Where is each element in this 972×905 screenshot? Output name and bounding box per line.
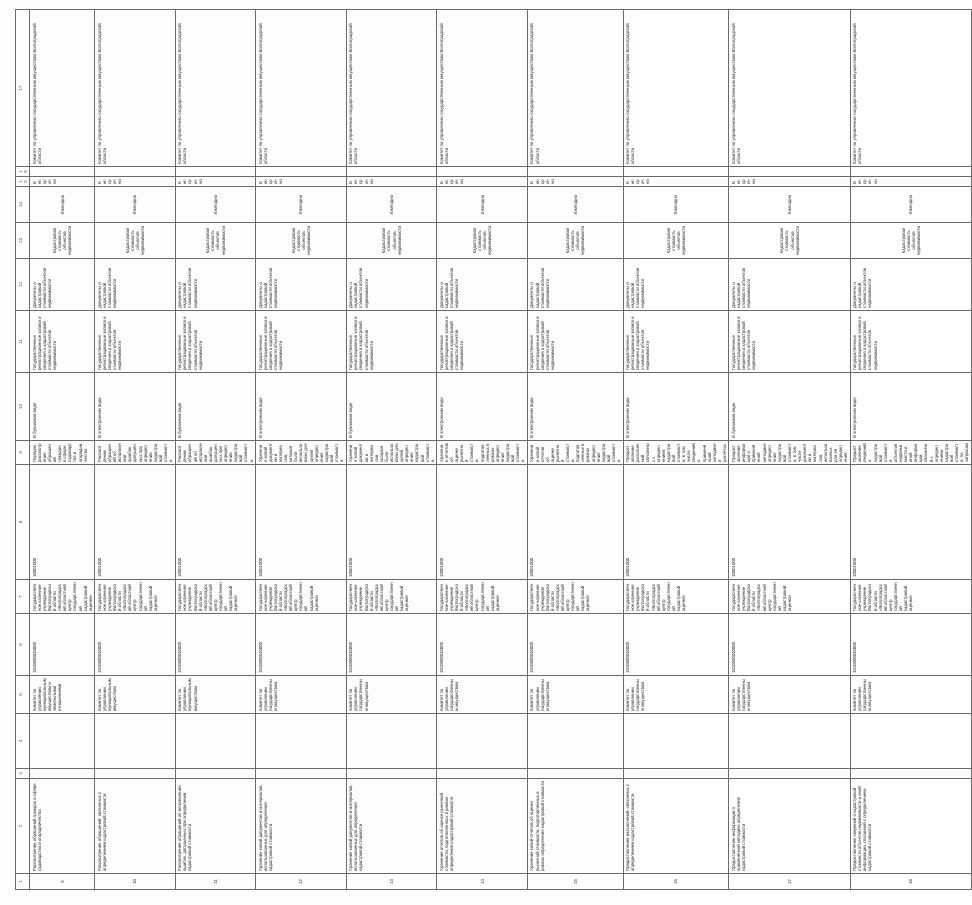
cell-empty: [437, 769, 528, 779]
cell-institution-code: Государственное казенное учреждение Волгоградской области «Волгоградский областной центр государственной кадастровой оценки»: [175, 580, 255, 614]
cell-responsible-body: Комитет по управлению государственным имуществом Волгоградской области: [30, 10, 95, 167]
column-header: 1: [16, 874, 30, 890]
cell-row-number: 9: [30, 874, 95, 890]
cell-service-name: Рассмотрение обращений граждан в сфере садоводства и огородничества: [30, 779, 95, 874]
cell-empty: [623, 769, 729, 779]
cell-empty: [175, 167, 255, 177]
cell-empty: [30, 167, 95, 177]
cell-row-number: 12: [256, 874, 347, 890]
cell-service-description: 18001000: [256, 465, 347, 580]
cell-legal-basis: В бумажном виде: [346, 373, 437, 441]
cell-service-name: Предоставление разъяснений, связанных с определением кадастровой стоимости: [623, 779, 729, 874]
cell-institution: 1810800040000: [30, 614, 95, 676]
cell-empty: Бессрочно: [527, 177, 623, 187]
cell-term: Ежегодно: [256, 187, 347, 223]
cell-documents: Государственные регистрационные записи и сведения о кадастровой стоимости объектов недвижимости: [175, 311, 255, 373]
cell-responsible-body: Комитет по управлению государственным имуществом Волгоградской области: [256, 10, 347, 167]
column-header: 4: [16, 714, 30, 769]
cell-empty: [95, 167, 175, 177]
cell-empty: [850, 769, 971, 779]
cell-result: Документы о кадастровой стоимости объектов недвижимости: [729, 259, 850, 311]
cell-documents: Государственные регистрационные записи и сведения о кадастровой стоимости объектов недвижимости: [437, 311, 528, 373]
column-header: 11: [16, 311, 30, 373]
cell-frequency: Кадастровая стоимость объектов недвижимости: [850, 223, 971, 259]
cell-department-code: Комитет по управлению муниципальным имуществом и земельными отношениями: [30, 676, 95, 714]
cell-responsible-body: Комитет по управлению государственным имуществом Волгоградской области: [437, 10, 528, 167]
cell-responsible-body: Комитет по управлению государственным имуществом Волгоградской области: [175, 10, 255, 167]
column-header: 5: [16, 676, 30, 714]
cell-result: Документы о кадастровой стоимости объектов недвижимости: [850, 259, 971, 311]
cell-legal-basis: В электронном виде: [95, 373, 175, 441]
column-header: 2: [16, 779, 30, 874]
cell-service-name: Предоставление информации о применённой методике определения кадастровой стоимости: [729, 779, 850, 874]
cell-result: Документы о кадастровой стоимости объектов недвижимости: [95, 259, 175, 311]
table-row: [729, 10, 850, 890]
cell-row-number: 18: [850, 874, 971, 890]
cell-institution-code: Государственное казенное учреждение Волгоградской области «Волгоградский областной центр государственной кадастровой оценки»: [30, 580, 95, 614]
cell-service-name: Хранение копий отчетов об оценке рыночной стоимости, подготовленных в рамках определения кадастровой стоимости: [527, 779, 623, 874]
cell-department-code: Комитет по управлению государственным имуществом: [623, 676, 729, 714]
table-row: [437, 10, 528, 890]
cell-responsible-body: Комитет по управлению государственным имуществом Волгоградской области: [850, 10, 971, 167]
cell-empty: [527, 167, 623, 177]
cell-legal-basis: В бумажном виде: [30, 373, 95, 441]
cell-responsible-body: Комитет по управлению государственным имуществом Волгоградской области: [729, 10, 850, 167]
cell-frequency: Кадастровая стоимость объектов недвижимости: [175, 223, 255, 259]
cell-legal-basis: В электронном виде: [527, 373, 623, 441]
cell-empty: Бессрочно: [175, 177, 255, 187]
cell-service-name: Хранение отчетов об оценке рыночной стоимости, подготовленных в рамках определения кадастровой стоимости: [437, 779, 528, 874]
table-row: [623, 10, 729, 890]
cell-empty: [437, 167, 528, 177]
cell-institution: 1810800040000: [623, 614, 729, 676]
cell-service-description: 18001000: [346, 465, 437, 580]
cell-empty: Бессрочно: [623, 177, 729, 187]
cell-institution-code: Государственное казенное учреждение Волгоградской области «Волгоградский областной центр государственной кадастровой оценки»: [729, 580, 850, 614]
cell-service-name: Рассмотрение обращений, связанных с определением кадастровой стоимости: [95, 779, 175, 874]
cell-form: Предоставление сведений о кадастровой стоимости объектов недвижимости и иной информации, связанной с определением кадастровой стоимости, по запросам: [850, 441, 971, 465]
cell-empty: [256, 769, 347, 779]
cell-term: Ежегодно: [729, 187, 850, 223]
column-header: 12: [16, 259, 30, 311]
cell-responsible-body: Комитет по управлению государственным имуществом Волгоградской области: [95, 10, 175, 167]
column-header: 16: [16, 167, 30, 177]
cell-documents: Государственные регистрационные записи и сведения о кадастровой стоимости объектов недвижимости: [623, 311, 729, 373]
cell-department: [95, 714, 175, 769]
cell-department-code: Комитет по управлению государственным имуществом: [527, 676, 623, 714]
cell-form: Рассмотрение обращений об исправлении ошибок, допущенных при определении кадастровой стоимости: [95, 441, 175, 465]
cell-frequency: Кадастровая стоимость объектов недвижимости: [95, 223, 175, 259]
cell-institution: 1810800040000: [527, 614, 623, 676]
cell-documents: Государственные регистрационные записи и сведения о кадастровой стоимости объектов недвижимости: [850, 311, 971, 373]
cell-service-description: 18001000: [623, 465, 729, 580]
table-row: [527, 10, 623, 890]
cell-form: Предоставление разъяснений, связанных с определением кадастровой стоимости, в том числе сведений о применённой методике и расчётах: [623, 441, 729, 465]
cell-frequency: Кадастровая стоимость объектов недвижимости: [623, 223, 729, 259]
cell-documents: Государственные регистрационные записи и сведения о кадастровой стоимости объектов недвижимости: [95, 311, 175, 373]
cell-institution-code: Государственное казенное учреждение Волгоградской области «Волгоградский областной центр государственной кадастровой оценки»: [850, 580, 971, 614]
cell-row-number: 10: [95, 874, 175, 890]
cell-department: [623, 714, 729, 769]
cell-service-description: 18001000: [729, 465, 850, 580]
cell-legal-basis: В бумажном виде: [175, 373, 255, 441]
cell-service-name: Хранение копий документов и материалов, использованных для определения кадастровой стоимости: [346, 779, 437, 874]
cell-service-description: 18001000: [95, 465, 175, 580]
cell-empty: Бессрочно: [30, 177, 95, 187]
cell-term: Ежегодно: [346, 187, 437, 223]
cell-result: Документы о кадастровой стоимости объектов недвижимости: [175, 259, 255, 311]
cell-result: Документы о кадастровой стоимости объектов недвижимости: [256, 259, 347, 311]
cell-row-number: 15: [527, 874, 623, 890]
cell-result: Документы о кадастровой стоимости объектов недвижимости: [623, 259, 729, 311]
cell-empty: [346, 769, 437, 779]
column-header: 7: [16, 580, 30, 614]
cell-term: Ежегодно: [30, 187, 95, 223]
rotated-table-container: [15, 10, 970, 890]
cell-form: Хранение копий документов и материалов, которые были использованы для целей определения кадастровой стоимости: [256, 441, 347, 465]
column-number-row: [16, 10, 30, 890]
cell-department-code: Комитет по управлению государственным имуществом: [850, 676, 971, 714]
cell-service-name: Хранение копий документов и материалов, использованных для определения кадастровой стоимости: [256, 779, 347, 874]
cell-service-description: 18001000: [175, 465, 255, 580]
cell-legal-basis: В электронном виде: [850, 373, 971, 441]
table-row: [30, 10, 95, 890]
table-row: [850, 10, 971, 890]
cell-institution-code: Государственное казенное учреждение Волгоградской области «Волгоградский областной центр государственной кадастровой оценки»: [623, 580, 729, 614]
cell-result: Документы о кадастровой стоимости объектов недвижимости: [437, 259, 528, 311]
cell-service-description: 18001000: [437, 465, 528, 580]
cell-empty: [256, 167, 347, 177]
cell-term: Ежегодно: [95, 187, 175, 223]
cell-department: [527, 714, 623, 769]
column-header: 10: [16, 373, 30, 441]
cell-department: [729, 714, 850, 769]
cell-form: Хранение отчетов об оценке рыночной стоимости, подготовленных в рамках определения кадастровой стоимости: [437, 441, 528, 465]
cell-service-name: Предоставление сведений о кадастровой стоимости объектов недвижимости и иной информации, связанной с определением кадастровой стоимости: [850, 779, 971, 874]
cell-responsible-body: Комитет по управлению государственным имуществом Волгоградской области: [527, 10, 623, 167]
cell-institution: 1810800040000: [346, 614, 437, 676]
cell-service-description: 18001000: [30, 465, 95, 580]
cell-empty: [623, 167, 729, 177]
cell-empty: [175, 769, 255, 779]
cell-empty: Бессрочно: [850, 177, 971, 187]
cell-row-number: 16: [623, 874, 729, 890]
cell-department-code: Комитет по управлению государственным имуществом: [256, 676, 347, 714]
table-row: [346, 10, 437, 890]
cell-empty: [346, 167, 437, 177]
cell-institution-code: Государственное казенное учреждение Волгоградской области «Волгоградский областной центр государственной кадастровой оценки»: [437, 580, 528, 614]
column-header: 6: [16, 614, 30, 676]
cell-form: Порядок рассмотрения обращений граждан в сфере садоводства и огородничества: [30, 441, 95, 465]
cell-documents: Государственные регистрационные записи и сведения о кадастровой стоимости объектов недвижимости: [527, 311, 623, 373]
cell-institution: 1810800040000: [437, 614, 528, 676]
cell-institution: 1810800040000: [850, 614, 971, 676]
cell-department: [175, 714, 255, 769]
cell-frequency: Кадастровая стоимость объектов недвижимости: [30, 223, 95, 259]
registry-table: [15, 9, 972, 890]
cell-empty: Бессрочно: [256, 177, 347, 187]
cell-responsible-body: Комитет по управлению государственным имуществом Волгоградской области: [623, 10, 729, 167]
cell-institution-code: Государственное казенное учреждение Волгоградской области «Волгоградский областной центр государственной кадастровой оценки»: [256, 580, 347, 614]
cell-frequency: Кадастровая стоимость объектов недвижимости: [437, 223, 528, 259]
cell-term: Ежегодно: [527, 187, 623, 223]
cell-row-number: 13: [346, 874, 437, 890]
cell-service-description: 18001000: [527, 465, 623, 580]
cell-responsible-body: Комитет по управлению государственным имуществом Волгоградской области: [346, 10, 437, 167]
cell-form: Хранение копий отчетов об оценке рыночной стоимости, подготовленных в рамках определения кадастровой стоимости: [527, 441, 623, 465]
column-header: 3: [16, 769, 30, 779]
cell-empty: Бессрочно: [437, 177, 528, 187]
column-header: 15: [16, 177, 30, 187]
cell-form: Предоставление информации о применённой методике определения кадастровой стоимости, в том числе документов и материалов, использованных для её определения: [729, 441, 850, 465]
cell-department: [346, 714, 437, 769]
cell-department: [30, 714, 95, 769]
cell-row-number: 17: [729, 874, 850, 890]
cell-form: Рассмотрение обращений об исправлении ошибок, допущенных при определении кадастровой стоимости: [175, 441, 255, 465]
cell-institution: 1810800040000: [729, 614, 850, 676]
cell-empty: Бессрочно: [95, 177, 175, 187]
column-header: 9: [16, 441, 30, 465]
cell-documents: Государственные регистрационные записи и сведения о кадастровой стоимости объектов недвижимости: [729, 311, 850, 373]
cell-department: [850, 714, 971, 769]
cell-department: [256, 714, 347, 769]
cell-frequency: Кадастровая стоимость объектов недвижимости: [256, 223, 347, 259]
cell-frequency: Кадастровая стоимость объектов недвижимости: [527, 223, 623, 259]
cell-result: Документы о кадастровой стоимости объектов недвижимости: [527, 259, 623, 311]
cell-term: Ежегодно: [623, 187, 729, 223]
cell-service-name: Рассмотрение обращений об исправлении ошибок, допущенных при определении кадастровой стоимости: [175, 779, 255, 874]
cell-row-number: 14: [437, 874, 528, 890]
cell-department-code: Комитет по управлению государственным имуществом: [346, 676, 437, 714]
cell-empty: [850, 167, 971, 177]
cell-documents: Государственные регистрационные записи и сведения о кадастровой стоимости объектов недвижимости: [256, 311, 347, 373]
cell-institution-code: Государственное казенное учреждение Волгоградской области «Волгоградский областной центр государственной кадастровой оценки»: [346, 580, 437, 614]
cell-empty: [527, 769, 623, 779]
cell-department-code: Комитет по управлению муниципальным имуществом: [95, 676, 175, 714]
cell-empty: [30, 769, 95, 779]
cell-legal-basis: В электронном виде: [623, 373, 729, 441]
cell-result: Документы о кадастровой стоимости объектов недвижимости: [30, 259, 95, 311]
cell-institution-code: Государственное казенное учреждение Волгоградской области «Волгоградский областной центр государственной кадастровой оценки»: [527, 580, 623, 614]
cell-institution: 1810800040000: [175, 614, 255, 676]
column-header: 14: [16, 187, 30, 223]
cell-documents: Государственные регистрационные записи и сведения о кадастровой стоимости объектов недвижимости: [346, 311, 437, 373]
cell-institution: 1810800040000: [256, 614, 347, 676]
cell-term: Ежегодно: [850, 187, 971, 223]
cell-legal-basis: В бумажном виде: [729, 373, 850, 441]
cell-service-description: 18001000: [850, 465, 971, 580]
table-body: [30, 10, 972, 890]
cell-documents: Государственные регистрационные записи и сведения о кадастровой стоимости объектов недвижимости: [30, 311, 95, 373]
cell-department-code: Комитет по управлению муниципальным имуществом: [175, 676, 255, 714]
cell-frequency: Кадастровая стоимость объектов недвижимости: [346, 223, 437, 259]
cell-frequency: Кадастровая стоимость объектов недвижимости: [729, 223, 850, 259]
table-row: [256, 10, 347, 890]
cell-department: [437, 714, 528, 769]
cell-term: Ежегодно: [175, 187, 255, 223]
column-header: 13: [16, 223, 30, 259]
cell-empty: [729, 167, 850, 177]
cell-legal-basis: В электронном виде: [437, 373, 528, 441]
cell-form: Хранение копий документов и материалов, которые были использованы для целей определения кадастровой стоимости: [346, 441, 437, 465]
cell-empty: [729, 769, 850, 779]
cell-term: Ежегодно: [437, 187, 528, 223]
column-header: 8: [16, 465, 30, 580]
cell-empty: Бессрочно: [729, 177, 850, 187]
cell-legal-basis: В электронном виде: [256, 373, 347, 441]
column-header: 17: [16, 10, 30, 167]
cell-empty: [95, 769, 175, 779]
cell-institution-code: Государственное казенное учреждение Волгоградской области «Волгоградский областной центр государственной кадастровой оценки»: [95, 580, 175, 614]
cell-result: Документы о кадастровой стоимости объектов недвижимости: [346, 259, 437, 311]
cell-empty: Бессрочно: [346, 177, 437, 187]
table-row: [95, 10, 175, 890]
table-row: [175, 10, 255, 890]
cell-institution: 1810800040000: [95, 614, 175, 676]
cell-department-code: Комитет по управлению государственным имуществом: [729, 676, 850, 714]
cell-row-number: 11: [175, 874, 255, 890]
cell-department-code: Комитет по управлению государственным имуществом: [437, 676, 528, 714]
